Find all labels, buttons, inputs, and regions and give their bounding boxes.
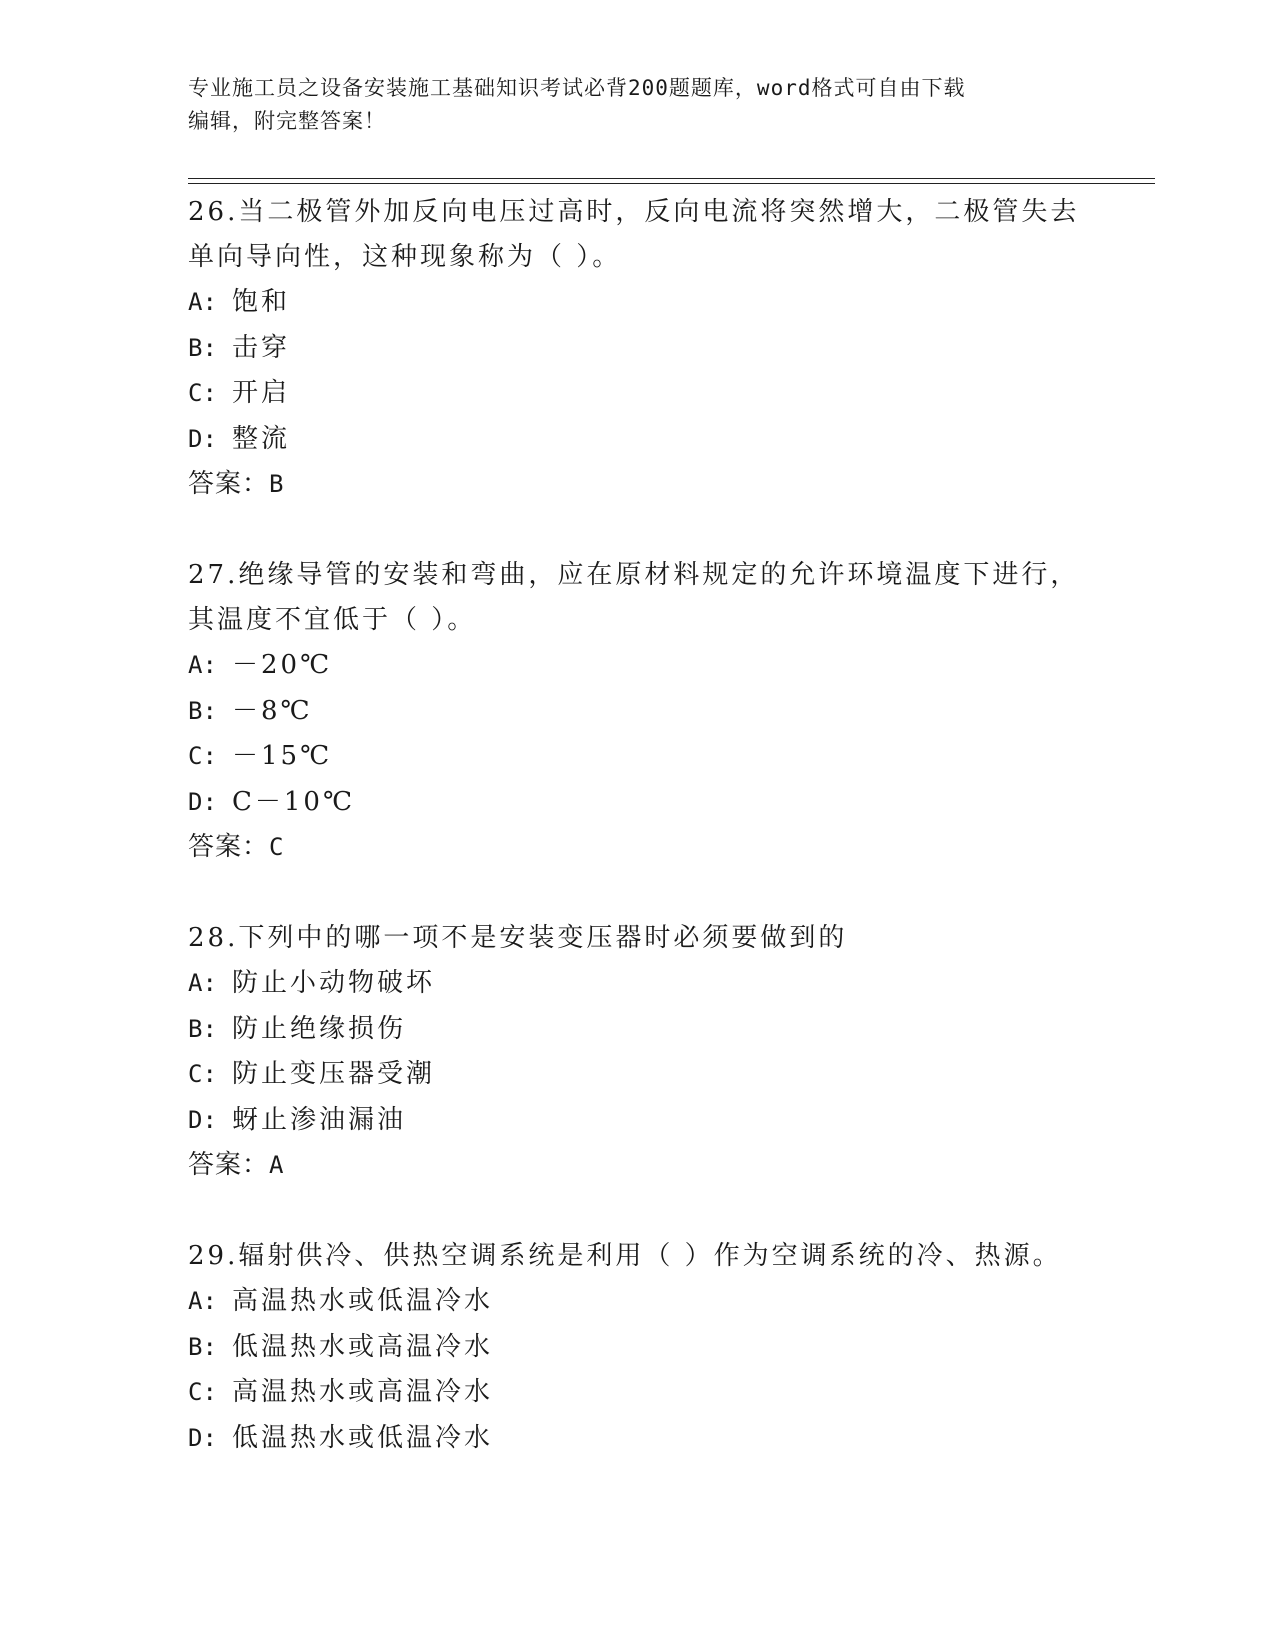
answer [188,462,1148,507]
question-stem [188,916,1148,961]
question-28 [188,916,1148,1188]
option-letter: C: [188,1378,217,1406]
option-letter: D: [188,787,217,816]
option-text: 防止绝缘损伤 [232,1013,407,1044]
answer-value: B [269,470,285,498]
option-text: 整流 [232,423,291,454]
option-text: 饱和 [232,287,291,317]
answer [188,1143,1148,1188]
option-letter: B: [188,1332,217,1361]
option-text: 蚜止渗油漏油 [232,1104,407,1135]
option-text: 高温热水或低温冷水 [232,1286,494,1316]
header-line-2: 编辑，附完整答案！ [188,109,386,133]
question-29 [188,1234,1148,1461]
option-text: 高温热水或高温冷水 [232,1377,494,1407]
document-header [188,72,1088,138]
option-letter: A: [188,651,217,679]
option-text: C－10℃ [232,786,356,817]
question-stem [188,553,1148,643]
option-text: 开启 [232,378,291,408]
option-letter: C: [188,1060,217,1088]
question-stem [188,190,1148,280]
question-stem [188,1234,1148,1279]
question-stem-line: 26.当二极管外加反向电压过高时，反向电流将突然增大，二极管失去 [188,197,1080,227]
question-stem-line: 29.辐射供冷、供热空调系统是利用（ ）作为空调系统的冷、热源。 [188,1241,1062,1271]
answer [188,825,1148,870]
answer-label: 答案： [188,469,270,499]
option-text: 低温热水或低温冷水 [232,1422,494,1453]
question-stem-line: 单向导向性，这种现象称为（ ）。 [188,242,622,272]
option-text: 击穿 [232,332,291,363]
answer-value: C [269,833,285,861]
answer-label: 答案： [188,1150,270,1180]
option-b [188,689,1148,735]
option-a [188,961,1148,1007]
question-list [188,190,1148,1507]
header-divider-top [188,178,1155,179]
option-d [188,417,1148,463]
option-letter: B: [188,1014,217,1043]
question-26 [188,190,1148,507]
question-27 [188,553,1148,870]
option-text: 防止小动物破坏 [232,968,436,998]
option-b [188,1007,1148,1053]
option-letter: D: [188,1423,217,1452]
option-d [188,1416,1148,1462]
option-c [188,371,1148,417]
question-stem-line: 其温度不宜低于（ ）。 [188,605,477,635]
option-letter: C: [188,742,217,770]
answer-value: A [269,1151,285,1179]
option-b [188,326,1148,372]
option-letter: A: [188,288,217,316]
option-text: 防止变压器受潮 [232,1059,436,1089]
option-letter: C: [188,379,217,407]
option-d [188,780,1148,826]
option-letter: D: [188,1105,217,1134]
option-text: －8℃ [232,695,313,726]
option-b [188,1325,1148,1371]
option-letter: B: [188,696,217,725]
option-text: －15℃ [232,741,333,771]
option-letter: D: [188,424,217,453]
option-text: －20℃ [232,650,333,680]
header-line-1: 专业施工员之设备安装施工基础知识考试必背200题题库，word格式可自由下载 [188,76,966,100]
question-stem-line: 27.绝缘导管的安装和弯曲，应在原材料规定的允许环境温度下进行， [188,560,1080,590]
question-stem-line: 28.下列中的哪一项不是安装变压器时必须要做到的 [188,923,848,953]
option-text: 低温热水或高温冷水 [232,1331,494,1362]
option-c [188,1052,1148,1098]
option-a [188,643,1148,689]
option-letter: B: [188,333,217,362]
answer-label: 答案： [188,832,270,862]
option-letter: A: [188,969,217,997]
header-divider-bottom [188,183,1155,184]
option-c [188,734,1148,780]
option-a [188,280,1148,326]
option-a [188,1279,1148,1325]
option-c [188,1370,1148,1416]
option-letter: A: [188,1287,217,1315]
option-d [188,1098,1148,1144]
